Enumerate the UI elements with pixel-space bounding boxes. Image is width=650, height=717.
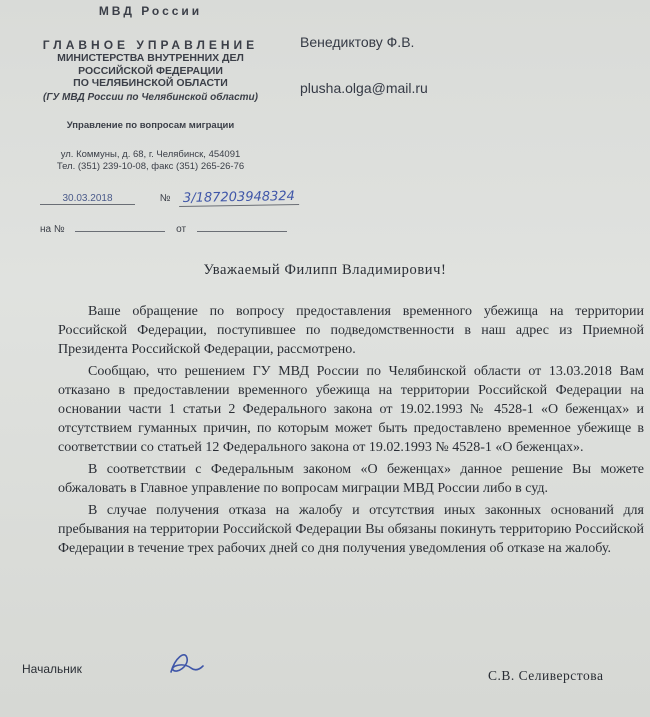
- signatory-title: Начальник: [22, 662, 82, 676]
- reference-number-blank: [75, 231, 165, 232]
- org-phone: Тел. (351) 239-10-08, факс (351) 265-26-76: [56, 160, 245, 172]
- paragraph-2: Сообщаю, что решением ГУ МВД России по Челябинской области от 13.03.2018 Вам отказано в предоставлении временного убежища на территории Российской Федерации на основании части 1 статьи 2 Федерального закона от 19.02.1993 № 4528-1 «О беженцах» и отсутствием гуманных причин, по которым может быть предоставлено временное убежище в соответствии со статьей 12 Федерального закона от 19.02.1993 № 4528-1 «О беженцах».: [58, 364, 644, 455]
- letterhead: [18, 4, 283, 172]
- handwritten-signature: [165, 648, 207, 678]
- greeting: Уважаемый Филипп Владимирович!: [203, 262, 447, 278]
- org-line-1: МИНИСТЕРСТВА ВНУТРЕННИХ ДЕЛ: [57, 52, 244, 65]
- letter-body: [58, 302, 644, 561]
- recipient-email: plusha.olga@mail.ru: [300, 80, 428, 96]
- registration-line: [40, 190, 299, 206]
- paragraph-1: Ваше обращение по вопросу предоставления временного убежища на территории Российской Федерации, поступившее по подведомственности в наш адрес из Приемной Президента Российской Федерации, рассмотрено.: [58, 304, 644, 357]
- org-address: ул. Коммуны, д. 68, г. Челябинск, 454091: [60, 149, 241, 161]
- org-abbreviation: (ГУ МВД России по Челябинской области): [42, 92, 258, 104]
- reference-from-label: от: [176, 224, 187, 235]
- reference-no-label: на №: [40, 224, 65, 235]
- org-line-3: ПО ЧЕЛЯБИНСКОЙ ОБЛАСТИ: [73, 77, 228, 90]
- registration-date: 30.03.2018: [40, 193, 135, 205]
- ministry-name: МВД России: [98, 4, 203, 18]
- paragraph-3: В соответствии с Федеральным законом «О беженцах» данное решение Вы можете обжаловать в Главное управление по вопросам миграции МВД России либо в суд.: [58, 462, 644, 496]
- registration-no-label: №: [159, 193, 171, 204]
- reference-line: [40, 224, 295, 235]
- registration-number: 3/187203948324: [179, 189, 299, 207]
- signatory-name: С.В. Селиверстова: [488, 668, 604, 683]
- org-line-2: РОССИЙСКОЙ ФЕДЕРАЦИИ: [78, 64, 223, 77]
- department-name: Управление по вопросам миграции: [66, 120, 235, 132]
- recipient-name: Венедиктову Ф.В.: [300, 34, 415, 50]
- paragraph-4: В случае получения отказа на жалобу и отсутствия иных законных оснований для пребывания на территории Российской Федерации Вы обязаны покинуть территорию Российской Федерации в течение трех рабочих дней со дня получения уведомления об отказе на жалобу.: [58, 503, 644, 556]
- main-directorate-title: ГЛАВНОЕ УПРАВЛЕНИЕ: [42, 38, 259, 53]
- reference-date-blank: [197, 231, 287, 232]
